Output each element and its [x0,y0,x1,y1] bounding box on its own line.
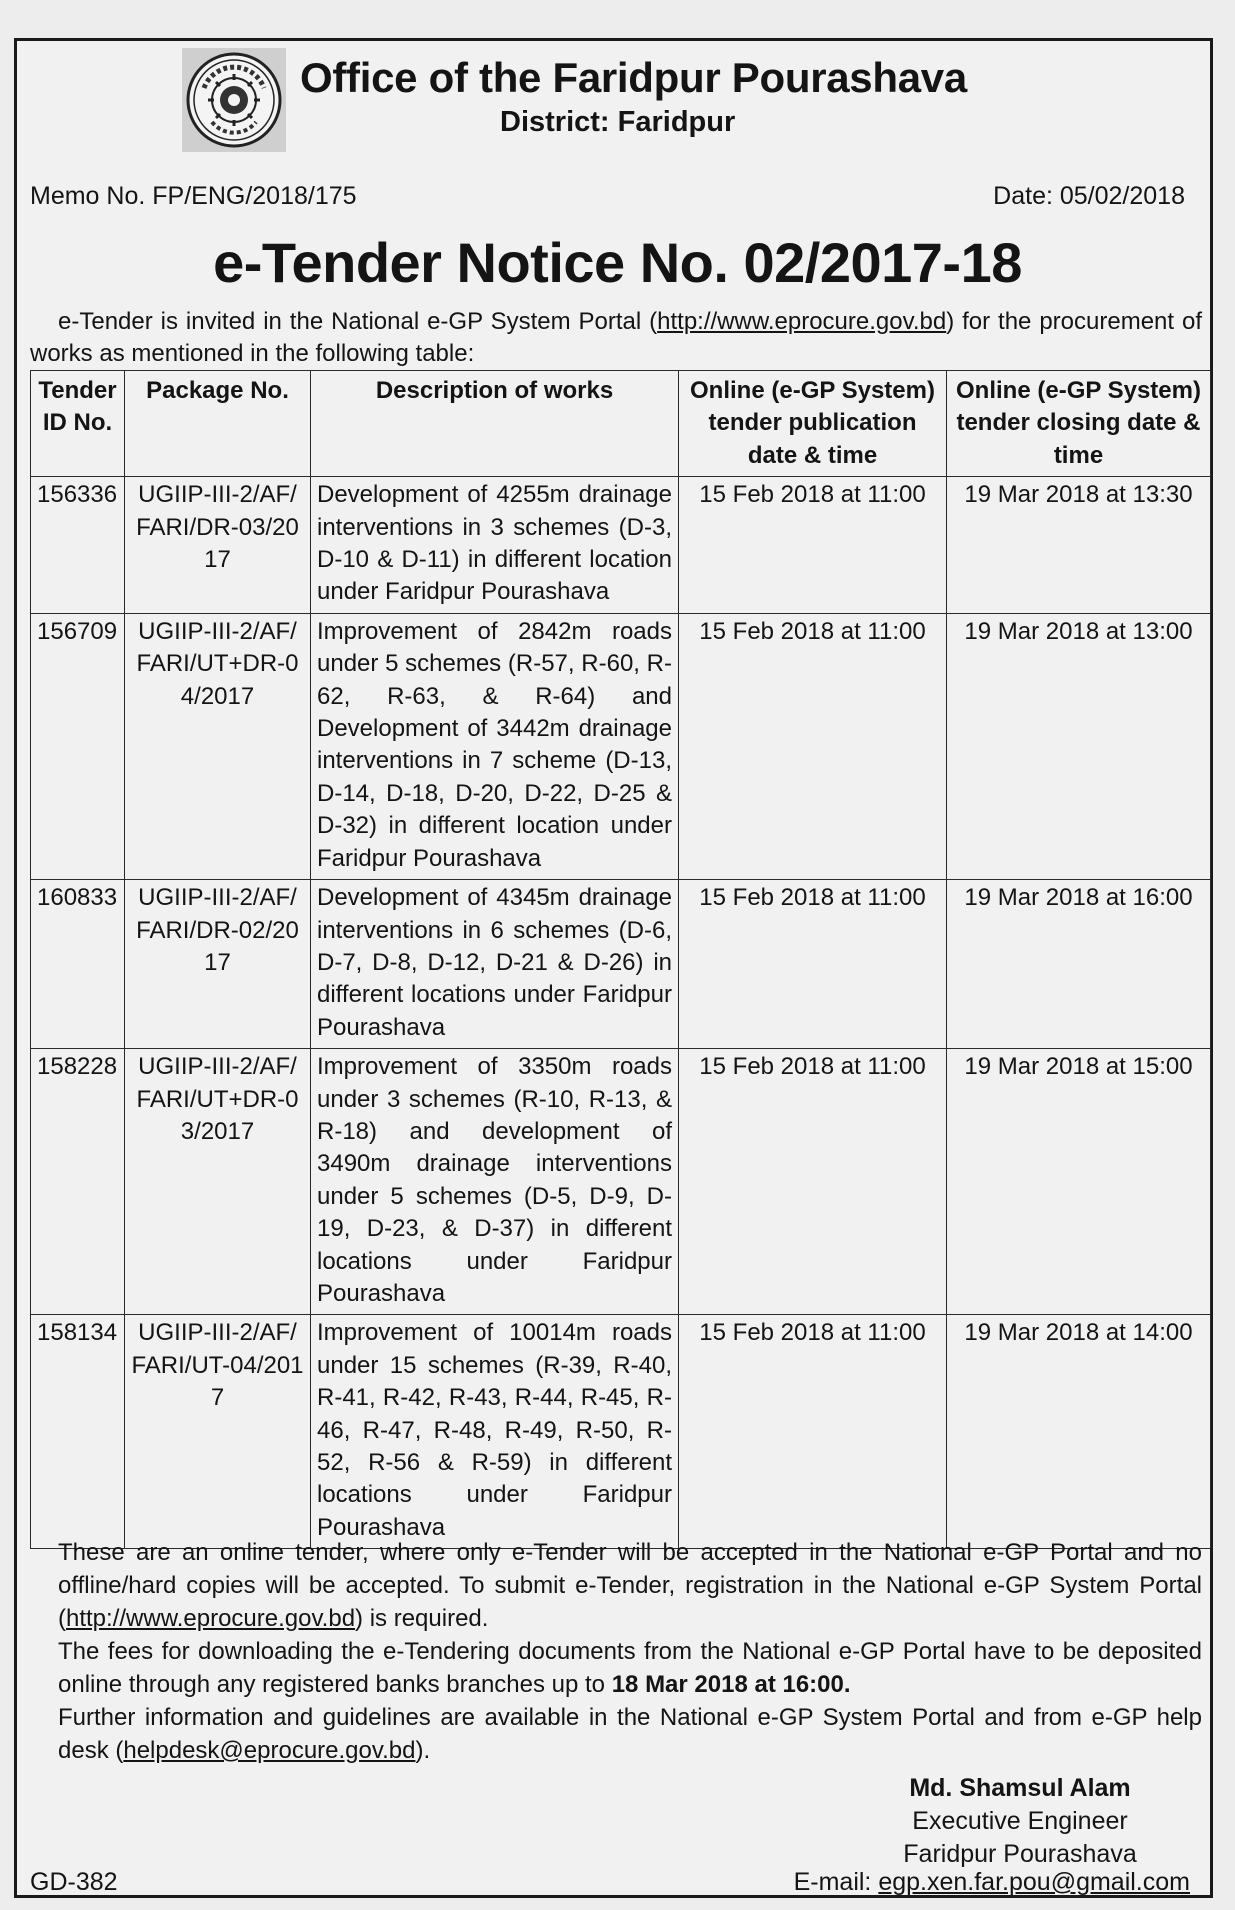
notice-title: e-Tender Notice No. 02/2017-18 [213,231,1022,294]
cell-publication: 15 Feb 2018 at 11:00 [679,880,947,1049]
email-label: E-mail: [793,1868,879,1896]
tender-table [30,370,1211,1549]
signature-block [870,1772,1170,1871]
gd-code: GD-382 [30,1868,118,1896]
office-title: Office of the Faridpur Pourashava [300,54,967,101]
cell-closing: 19 Mar 2018 at 14:00 [947,1315,1211,1549]
district-label: District: Faridpur [500,106,736,138]
signatory-email-link[interactable]: egp.xen.far.pou@gmail.com [878,1868,1190,1896]
signatory-email-line [794,1868,1190,1897]
cell-package-no: UGIIP-III-2/AF/FARI/UT+DR-04/2017 [125,613,311,879]
eprocure-link-footer[interactable]: http://www.eprocure.gov.bd [66,1605,356,1632]
cell-tender-id: 156336 [31,477,125,614]
intro-paragraph [30,306,1202,370]
cell-package-no: UGIIP-III-2/AF/FARI/UT-04/2017 [125,1315,311,1549]
footer-paragraph-online [30,1536,1202,1635]
table-row [31,880,1211,1049]
intro-text-end: ) for the procurement of works as mentioned in the following table: [30,308,1202,367]
cell-description: Improvement of 2842m roads under 5 schemes (R-57, R-60, R-62, R-63, & R-64) and Development of 3442m drainage interventions in 7 scheme (D-13, D-14, D-18, D-20, D-22, D-25 & D-32) in different location under Faridpur Pourashava [311,613,679,879]
header-description: Description of works [311,371,679,477]
table-row [31,477,1211,614]
cell-package-no: UGIIP-III-2/AF/FARI/DR-03/2017 [125,477,311,614]
footer-paragraph-help [30,1701,1202,1767]
cell-publication: 15 Feb 2018 at 11:00 [679,1315,947,1549]
fees-deadline: 18 Mar 2018 at 16:00. [611,1671,851,1698]
table-row [31,613,1211,879]
cell-tender-id: 158228 [31,1049,125,1315]
table-row [31,1315,1211,1549]
municipal-seal-icon [182,48,286,152]
cell-closing: 19 Mar 2018 at 15:00 [947,1049,1211,1315]
cell-closing: 19 Mar 2018 at 13:00 [947,613,1211,879]
footer-paragraph-fees [30,1635,1202,1701]
header-tender-id: Tender ID No. [31,371,125,477]
header-closing: Online (e-GP System) tender closing date & time [947,371,1211,477]
cell-tender-id: 160833 [31,880,125,1049]
signatory-name: Md. Shamsul Alam [909,1774,1131,1802]
footer-help-end: ). [415,1737,431,1764]
signatory-designation: Executive Engineer [912,1807,1128,1835]
header-package-no: Package No. [125,371,311,477]
footer-help-text: Further information and guidelines are available in the National e-GP System Portal and from e-GP help desk ( [58,1704,1202,1764]
cell-tender-id: 156709 [31,613,125,879]
footer-notes [30,1536,1202,1767]
footer-fees-text: The fees for downloading the e-Tendering documents from the National e-GP Portal have to be deposited online through any registered banks branches up to [58,1638,1202,1698]
footer-online-end: ) is required. [355,1605,489,1632]
cell-publication: 15 Feb 2018 at 11:00 [679,477,947,614]
cell-package-no: UGIIP-III-2/AF/FARI/UT+DR-03/2017 [125,1049,311,1315]
cell-description: Improvement of 10014m roads under 15 schemes (R-39, R-40, R-41, R-42, R-43, R-44, R-45, R-46, R-47, R-48, R-49, R-50, R-52, R-56 & R-59) in different locations under Faridpur Pourashava [311,1315,679,1549]
cell-publication: 15 Feb 2018 at 11:00 [679,613,947,879]
cell-tender-id: 158134 [31,1315,125,1549]
cell-closing: 19 Mar 2018 at 16:00 [947,880,1211,1049]
memo-date: Date: 05/02/2018 [993,182,1185,210]
cell-closing: 19 Mar 2018 at 13:30 [947,477,1211,614]
memo-number: Memo No. FP/ENG/2018/175 [30,182,357,210]
eprocure-link[interactable]: http://www.eprocure.gov.bd [657,308,947,335]
cell-publication: 15 Feb 2018 at 11:00 [679,1049,947,1315]
footer-online-text: These are an online tender, where only e-Tender will be accepted in the National e-GP Portal and no offline/hard copies will be accepted. To submit e-Tender, registration in the National e-GP System Portal ( [58,1539,1202,1632]
table-row [31,1049,1211,1315]
header-publication: Online (e-GP System) tender publication date & time [679,371,947,477]
signatory-office: Faridpur Pourashava [903,1840,1137,1868]
table-header-row [31,371,1211,477]
intro-text: e-Tender is invited in the National e-GP System Portal ( [58,308,658,335]
cell-package-no: UGIIP-III-2/AF/FARI/DR-02/2017 [125,880,311,1049]
cell-description: Development of 4255m drainage interventions in 3 schemes (D-3, D-10 & D-11) in different location under Faridpur Pourashava [311,477,679,614]
cell-description: Improvement of 3350m roads under 3 schemes (R-10, R-13, & R-18) and development of 3490m drainage interventions under 5 schemes (D-5, D-9, D-19, D-23, & D-37) in different locations under Faridpur Pourashava [311,1049,679,1315]
helpdesk-email-link[interactable]: helpdesk@eprocure.gov.bd [123,1737,416,1764]
cell-description: Development of 4345m drainage interventions in 6 schemes (D-6, D-7, D-8, D-12, D-21 & D-26) in different locations under Faridpur Pourashava [311,880,679,1049]
